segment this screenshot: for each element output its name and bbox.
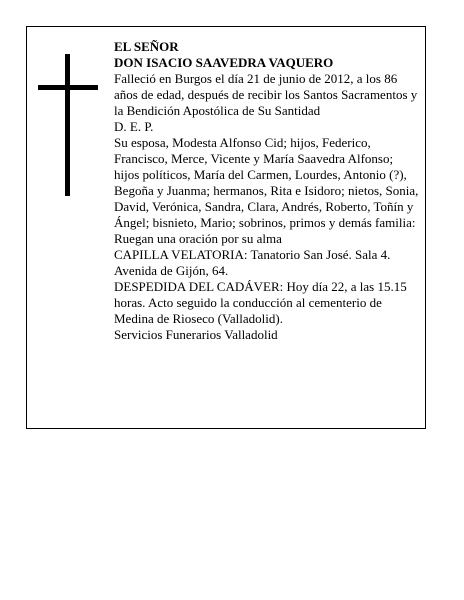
family-list: Su esposa, Modesta Alfonso Cid; hijos, Federico, Francisco, Merce, Vicente y María Saavedra Alfonso; hijos políticos, María del Carmen, Lourdes, Antonio (?), Begoña y Juanma; hermanos, Rita e Isidoro; nietos, Sonia, David, Verónica, Sandra, Clara, Andrés, Roberto, Toñín y Ángel; bisnieto, Mario; sobrinos, primos y demás familia:	[114, 135, 419, 230]
cross-horizontal-bar	[38, 85, 98, 90]
farewell-info: DESPEDIDA DEL CADÁVER: Hoy día 22, a las 15.15 horas. Acto seguido la conducción al cementerio de Medina de Rioseco (Valladolid).	[114, 279, 407, 326]
notice-title: EL SEÑOR	[114, 39, 179, 54]
funeral-services: Servicios Funerarios Valladolid	[114, 327, 278, 342]
dep-text: D. E. P.	[114, 119, 154, 134]
cross-icon	[38, 54, 98, 196]
chapel-info: CAPILLA VELATORIA: Tanatorio San José. Sala 4. Avenida de Gijón, 64.	[114, 247, 391, 278]
death-info: Falleció en Burgos el día 21 de junio de 2012, a los 86 años de edad, después de recibir los Santos Sacramentos y la Bendición Apostólica de Su Santidad	[114, 71, 418, 118]
deceased-name: DON ISACIO SAAVEDRA VAQUERO	[114, 55, 334, 70]
cross-vertical-bar	[65, 54, 70, 196]
obituary-text	[114, 39, 420, 343]
prayer-request: Ruegan una oración por su alma	[114, 231, 282, 246]
